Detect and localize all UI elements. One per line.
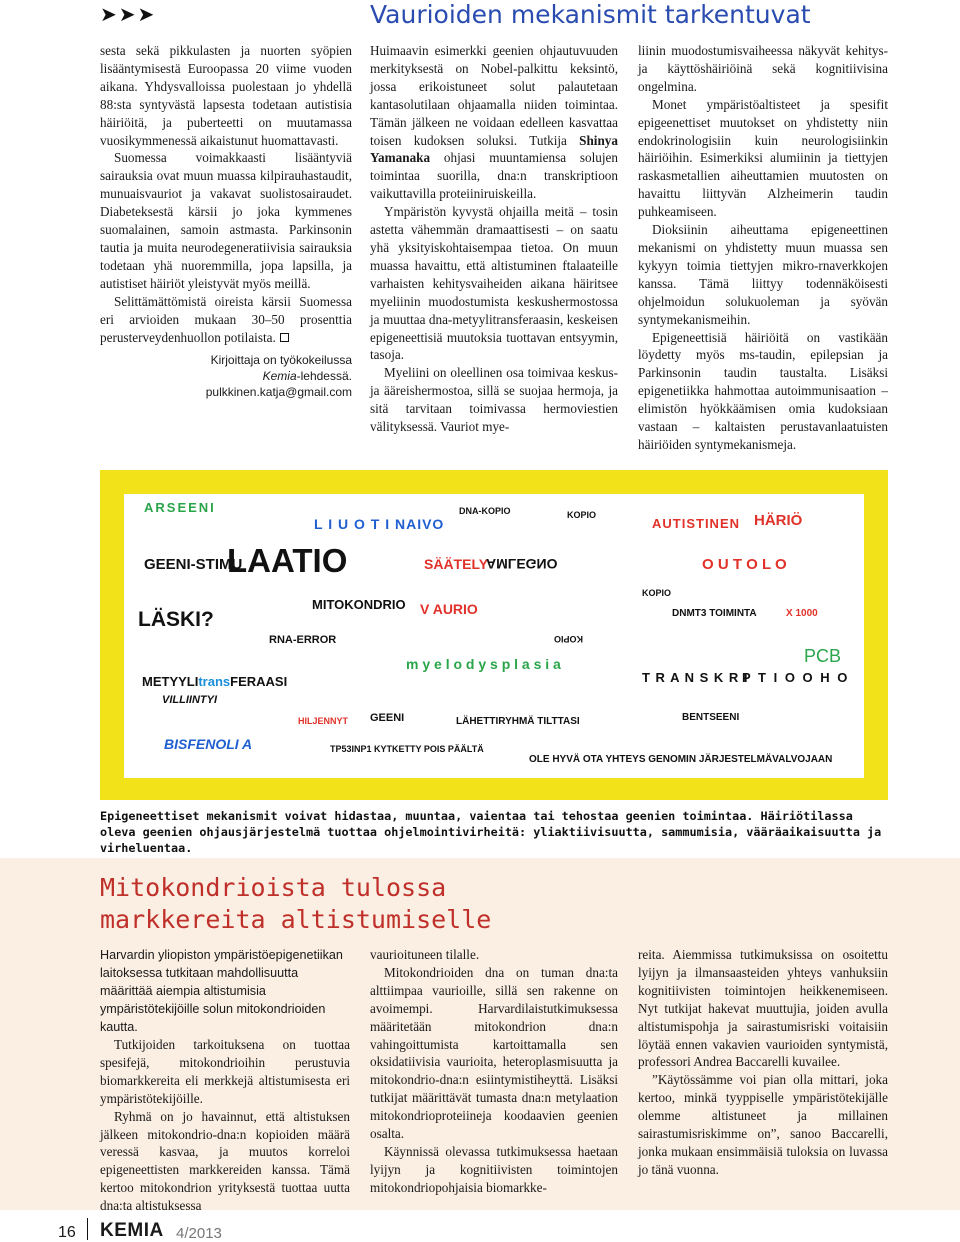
word-arseeni: ARSEENI [144,500,216,515]
paragraph-text: Selittämättömistä oireista kärsii Suomessa eri arvioiden mukaan 30–50 prosenttia perusterveydenhuollon potilaista. [100,293,352,345]
paragraph [100,293,352,347]
footer-divider [87,1218,88,1240]
word-amlegno: AMLEGNO [486,556,558,572]
word-hario: HÄRIÖ [754,512,803,529]
word-saately: SÄÄTELY [424,556,489,572]
author-note [100,352,352,400]
magazine-name: Kemia [262,369,297,384]
sidebar-box [0,858,960,1214]
word-geeni-stimu: GEENI-STIMU [144,556,243,573]
word-hiljennyt: HILJENNYT [298,716,349,726]
word-bisfenoli: BISFENOLI A [164,736,253,752]
word-bentseeni: BENTSEENI [682,712,740,723]
word-ptiooho: P T I O O H O [742,670,850,685]
author-line-2 [100,368,352,384]
paragraph: Tutkijoiden tarkoituksena on tuottaa spesifejä, mitokondrioihin perustuvia biomarkkereita eli merkkejä altistumisesta eri ympäristötekijöille. [100,1037,350,1106]
word-laski: LÄSKI? [138,608,214,631]
paragraph: Mitokondrioiden dna on tuman dna:ta alttiimpaa vaurioille, sillä sen rakenne on avoimempi. Harvardilaistutkimuksessa määritetään mitokondrion dna:n vahingoittumista kartoittamalla sen oksidatiivisia vaurioita, heteroplasmisuutta ja mitokondrio-dna:n esiintymistiheyttä. Lisäksi tutkijat määrittävät tumasta dna:n metylaation mitokondrioproteiineja koodaavien geenien osalta. [370,964,618,1142]
word-dna-kopio: DNA-KOPIO [459,506,511,516]
paragraph: Monet ympäristöaltisteet ja spesifit epigeenettiset muutokset on yhdistetty niin endokrinologisiin kuin neurologisiinkin häiriöihin. Esimerkiksi alumiinin ja tiettyjen raskasmetallien aiheuttamien muutosten on havaittu liittyvän Alzheimerin taudin puhkeamiseen. [638,96,888,220]
paragraph: reita. Aiemmissa tutkimuksissa on osoitettu lyijyn ja ilmansaasteiden yhteys vanhuksiin kognitiivisten toimintojen heikkenemiseen. Nyt tutkijat hakevat muuttujia, joiden avulla altistumispohja ja sairastumisriski voitaisiin löytää ennen vakavien vaurioiden syntymistä, professori Andrea Baccarelli kuvailee. [638,947,888,1070]
word-dnmt3: DNMT3 TOIMINTA [672,608,757,619]
author-email[interactable]: pulkkinen.katja@gmail.com [205,385,352,400]
word-pcb: PCB [804,646,842,666]
paragraph-text: Huimaavin esimerkki geenien ohjautuvuuden merkityksestä on Nobel-palkittu keksintö, jossa erikoistuneet solut palautetaan kantasolutilaan ohjaamalla niiden toimintaa. Tämän jälkeen ne voidaan edelleen kasvattaa toisen kudoksen soluksi. Tutkija [370,43,618,148]
word-vaurio: V AURIO [420,601,478,617]
word-trans: trans [198,674,231,689]
paragraph: sesta sekä pikkulasten ja nuorten syöpien lisääntymisestä Euroopassa 20 viime vuoden aikana. Yhdysvalloissa puolestaan jo yhdellä 88:sta syntyvästä lapsesta todetaan autistisia häiriöitä, ja puberteetti on muutamassa vuosikymmenessä aikaistunut huomattavasti. [100,43,352,148]
box-intro: Harvardin yliopiston ympäristöepigenetiikan laitoksessa tutkitaan mahdollisuutta määrittää aiempia altistumisia ympäristötekijöille solun mitokondrioiden kautta. [100,948,343,1034]
paragraph: Suomessa voimakkaasti lisääntyviä sairauksia ovat muun muassa kilpirauhastaudit, munuaisvauriot ja vakavat suolistosairaudet. Diabeteksestä kärsii jo joka kymmenes suomalainen, samoin astmasta. Parkinsonin tautia ja muita neurodegeneratiivisia sairauksia todetaan yhä nuoremmilla, jopa lapsilla, ja autistiset häiriöt yleistyvät myös meillä. [100,150,352,291]
box-title: Mitokondrioista tulossa markkereita altistumiselle [100,873,492,934]
author-line: Kirjoittaja on työkokeilussa [210,353,352,368]
paragraph: Ryhmä on jo havainnut, että altistuksen jälkeen mitokondrio-dna:n kopioiden määrä veressä kasvaa, ja muutos korreloi epigeneettisten markkereiden kanssa. Tämä kertoo mitokondrion yrityksestä tuottaa uutta dna:ta altistuksessa [100,1108,350,1214]
word-outolo: O U T O L O [702,556,787,573]
word-mitokondrio: MITOKONDRIO [312,597,406,612]
word-x1000: X 1000 [786,608,818,619]
word-kopio-2: KOPIO [642,588,672,598]
paragraph: Epigeneettisiä häiriöitä on vastikään löydetty myös ms-taudin, epilepsian ja Parkinsonin taudin taustalta. Lisäksi epigenetiikka hahmottaa autoimmunisaation – elimistön hyökkäämisen omia kudoksiaan vastaan – kaltaisten perustavanlaatuisten häiriöiden syntymekanismeja. [638,329,888,452]
word-villiintyi: VILLIINTYI [162,694,217,706]
paragraph: vaurioituneen tilalle. [370,947,480,962]
figure-frame [100,470,888,800]
magazine-logo: KEMIA [100,1220,164,1241]
word-liotinaivo: L I U O T I NAIVO [314,516,445,532]
word-kopio: KOPIO [567,510,597,520]
word-transkripti: T R A N S K R I [642,670,749,685]
word-lahettiryhma: LÄHETTIRYHMÄ TILTTASI [456,716,580,727]
issue-number: 4/2013 [176,1225,222,1242]
text-column-2 [370,42,618,436]
paragraph: Ympäristön kyvystä ohjailla meitä – tosin astetta vähemmän dramaattisesti – on saatu yhä yksityiskohtaisempaa tietoa. On muun muassa havaittu, että altistuminen ftalaateille varhaisten kehitysvaiheiden aikana häiritsee myeliinin muodostumista keskushermostossa ja muuttaa dna-metyylitransferaasin, keskeisen epigeneettisiä muutoksia tuottavan entsyymin, tasoja. [370,204,618,363]
box-column-1 [100,946,350,1215]
text-column-1 [100,42,352,400]
box-column-3 [638,946,888,1179]
word-ole-hyva: OLE HYVÄ OTA YHTEYS GENOMIN JÄRJESTELMÄVALVOJAAN [529,754,833,765]
word-feraasi: FERAASI [230,674,288,689]
word-rna-error: RNA-ERROR [269,634,337,646]
word-tp53inp1: TP53INP1 KYTKETTY POIS PÄÄLTÄ [330,744,484,754]
paragraph: ”Käytössämme voi pian olla mittari, joka kertoo, minkä tyyppiselle ympäristötekijälle olemme altistuneet ja millainen sairastumisriskimme on”, sanoo Baccarelli, jonka mukaan ensimmäisiä tuloksia on luvassa jo tänä vuonna. [638,1072,888,1177]
word-geeni: GEENI [370,712,405,724]
text-column-3 [638,42,888,454]
person-name: Shinya Yamanaka [370,132,618,166]
figure-caption: Epigeneettiset mekanismit voivat hidastaa, muuntaa, vaientaa tai tehostaa geenien toimintaa. Häiriötilassa oleva geenien ohjausjärjestelmä tuottaa ohjelmointivirheitä: yliaktiivisuutta, sammumisia, vääräaikaisuutta ja virheluentaa. [100,809,882,855]
end-square-icon [280,333,289,342]
word-metyylitransferaasi [142,674,287,689]
paragraph [370,42,618,203]
word-metyyli: METYYLI [142,674,199,689]
paragraph: Dioksiinin aiheuttama epigeneettinen mekanismi on yhdistetty muun muassa sen kykyyn toimia tiettyjen mikro-rnaverkkojen kanssa. Tämä liittyy todennäköisesti ohjelmoidun solukuoleman ja syövän syntymekanismeihin. [638,222,888,327]
paragraph: Käynnissä olevassa tutkimuksessa haetaan lyijyn ja kognitiivisten toimintojen mitokondriopohjaisia biomarkke- [370,1143,618,1195]
section-arrows: ➤➤➤ [100,2,157,26]
page-number: 16 [58,1224,76,1241]
article-heading: Vaurioiden mekanismit tarkentuvat [370,0,811,29]
box-column-2 [370,946,618,1197]
author-line-rest: -lehdessä. [296,369,352,384]
word-myelodysplasia: m y e l o d y s p l a s i a [406,656,561,672]
paragraph: Myeliini on oleellinen osa toimivaa keskus- ja ääreishermostoa, sillä se suojaa hermoja, ja sitä tarvitaan toimivassa hermoviestien välityksessä. Vauriot mye- [370,365,618,435]
paragraph: liinin muodostumisvaiheessa näkyvät kehitys- ja käyttöshäiriöinä sekä kognitiivisina ongelmina. [638,43,888,94]
word-kopio-3: KOPIO [554,634,584,644]
paragraph-text: ohjasi muuntamiensa solujen toimintaa suorilla, dna:n transkriptioon vaikuttavilla proteiiniruiskeilla. [370,150,618,202]
word-autistinen: AUTISTINEN [652,516,740,531]
word-collage [124,494,864,778]
word-laatio: LAATIO [227,542,348,579]
